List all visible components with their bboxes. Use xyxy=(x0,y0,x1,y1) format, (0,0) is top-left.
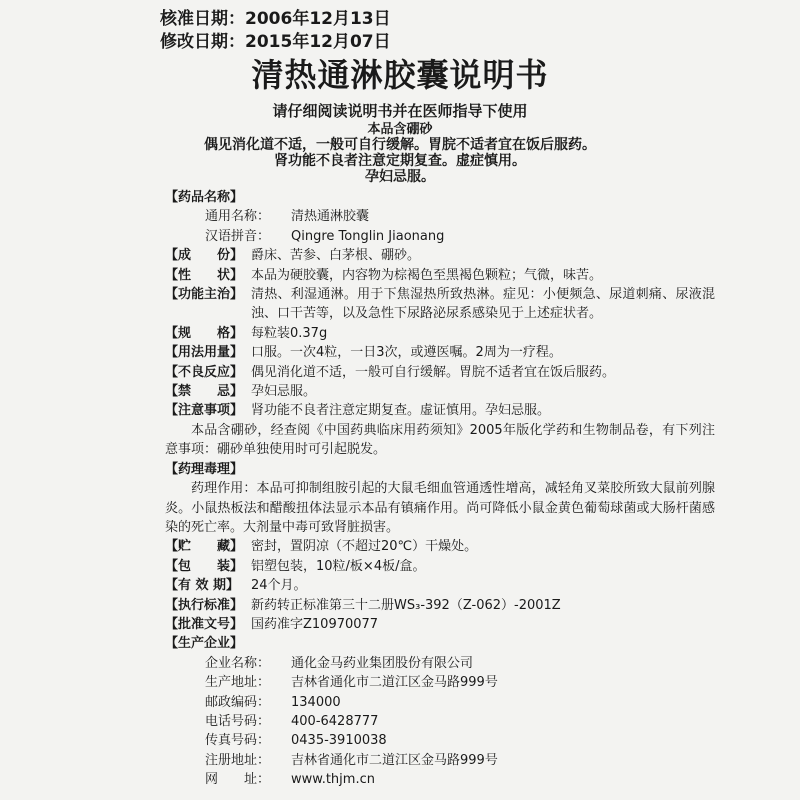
website-label: 网 址： xyxy=(205,772,271,788)
fax-label: 传真号码： xyxy=(205,733,271,749)
company-row xyxy=(165,654,715,673)
spec-label: 【规 格】 xyxy=(165,325,244,341)
indications-value: 清热、利湿通淋。用于下焦湿热所致热淋。症见：小便频急、尿道刺痛、尿液混浊、口干苦等，以及急性下尿路泌尿系感染见于上述症状者。 xyxy=(251,287,715,322)
postcode-row xyxy=(165,693,715,712)
pharmacology-heading: 【药理毒理】 xyxy=(165,461,244,477)
properties-label: 【性 状】 xyxy=(165,267,244,283)
standard-value: 新药转正标准第三十二册WS₃-392（Z-062）-2001Z xyxy=(251,597,561,613)
reg-address-value: 吉林省通化市二道江区金马路999号 xyxy=(291,752,498,768)
pinyin-row xyxy=(165,227,715,246)
contraindications-value: 孕妇忌服。 xyxy=(251,384,317,400)
standard-label: 【执行标准】 xyxy=(165,597,244,613)
website-value: www.thjm.cn xyxy=(291,772,375,788)
approval-no-label: 【批准文号】 xyxy=(165,616,244,632)
fax-value: 0435-3910038 xyxy=(291,733,387,749)
reg-address-row xyxy=(165,751,715,770)
ingredients-label: 【成 份】 xyxy=(165,248,244,264)
precautions-label: 【注意事项】 xyxy=(165,403,244,419)
package-label: 【包 装】 xyxy=(165,558,244,574)
section-package xyxy=(165,557,715,576)
section-precautions xyxy=(165,401,715,420)
instruction-line: 请仔细阅读说明书并在医师指导下使用 xyxy=(272,102,528,120)
storage-label: 【贮 藏】 xyxy=(165,539,244,555)
phone-label: 电话号码： xyxy=(205,713,271,729)
warning-line-3: 孕妇忌服。 xyxy=(365,169,435,185)
leaflet-title: 清热通淋胶囊说明书 xyxy=(251,56,549,94)
postcode-label: 邮政编码： xyxy=(205,694,271,710)
section-adverse xyxy=(165,363,715,382)
website-row xyxy=(165,770,715,789)
dosage-label: 【用法用量】 xyxy=(165,345,244,361)
generic-name-label: 通用名称： xyxy=(205,209,271,225)
manufacturer-heading: 【生产企业】 xyxy=(165,636,244,652)
generic-name-value: 清热通淋胶囊 xyxy=(291,209,370,225)
contraindications-label: 【禁 忌】 xyxy=(165,384,244,400)
phone-row xyxy=(165,712,715,731)
address-label: 生产地址： xyxy=(205,675,271,691)
adverse-value: 偶见消化道不适，一般可自行缓解。胃脘不适者宜在饭后服药。 xyxy=(251,364,616,380)
reg-address-label: 注册地址： xyxy=(205,752,271,768)
validity-label: 【有 效 期】 xyxy=(165,578,240,594)
warning-line-2: 肾功能不良者注意定期复查。虚症慎用。 xyxy=(274,153,526,169)
date-block xyxy=(160,8,391,54)
company-label: 企业名称： xyxy=(205,655,271,671)
validity-value: 24个月。 xyxy=(251,578,307,594)
fax-row xyxy=(165,731,715,750)
section-pharmacology xyxy=(165,460,715,479)
contains-notice: 本品含硼砂 xyxy=(367,122,433,137)
section-approval-no xyxy=(165,615,715,634)
section-spec xyxy=(165,324,715,343)
section-standard xyxy=(165,596,715,615)
precautions-value: 肾功能不良者注意定期复查。虚证慎用。孕妇忌服。 xyxy=(251,403,551,419)
generic-name-row xyxy=(165,207,715,226)
address-row xyxy=(165,673,715,692)
pinyin-value: Qingre Tonglin Jiaonang xyxy=(291,228,445,244)
section-properties xyxy=(165,266,715,285)
spec-value: 每粒装0.37g xyxy=(251,325,328,341)
section-manufacturer xyxy=(165,634,715,653)
drug-name-heading: 【药品名称】 xyxy=(165,190,244,205)
ingredients-value: 爵床、苦参、白茅根、硼砂。 xyxy=(251,248,421,264)
section-storage xyxy=(165,537,715,556)
section-ingredients xyxy=(165,246,715,265)
section-drug-name xyxy=(165,188,715,207)
adverse-label: 【不良反应】 xyxy=(165,364,244,380)
warning-line-1: 偶见消化道不适，一般可自行缓解。胃脘不适者宜在饭后服药。 xyxy=(204,137,596,153)
indications-label: 【功能主治】 xyxy=(165,287,244,303)
phone-value: 400-6428777 xyxy=(291,713,379,729)
revision-date: 修改日期：2015年12月07日 xyxy=(160,32,391,52)
section-indications xyxy=(165,285,715,324)
package-value: 铝塑包装，10粒/板×4板/盒。 xyxy=(251,558,426,574)
section-contraindications xyxy=(165,382,715,401)
postcode-value: 134000 xyxy=(291,694,341,710)
section-dosage xyxy=(165,343,715,362)
leaflet-body xyxy=(165,188,715,790)
properties-value: 本品为硬胶囊，内容物为棕褐色至黑褐色颗粒；气微，味苦。 xyxy=(251,267,603,283)
approval-date: 核准日期：2006年12月13日 xyxy=(160,9,391,29)
approval-no-value: 国药准字Z10970077 xyxy=(251,616,379,632)
storage-value: 密封，置阴凉（不超过20℃）干燥处。 xyxy=(251,539,478,555)
company-value: 通化金马药业集团股份有限公司 xyxy=(291,655,474,671)
pinyin-label: 汉语拼音： xyxy=(205,228,271,244)
section-validity xyxy=(165,576,715,595)
address-value: 吉林省通化市二道江区金马路999号 xyxy=(291,675,498,691)
pharmacology-text: 药理作用：本品可抑制组胺引起的大鼠毛细血管通透性增高，减轻角叉菜胶所致大鼠前列腺炎。小鼠热板法和醋酸扭体法显示本品有镇痛作用。尚可降低小鼠金黄色葡萄球菌或大肠杆菌感染的死亡率。大剂量中毒可致肾脏损害。 xyxy=(165,481,715,535)
precautions-note: 本品含硼砂，经查阅《中国药典临床用药须知》2005年版化学药和生物制品卷，有下列注意事项：硼砂单独使用时可引起脱发。 xyxy=(165,422,715,458)
dosage-value: 口服。一次4粒，一日3次，或遵医嘱。2周为一疗程。 xyxy=(251,345,562,361)
